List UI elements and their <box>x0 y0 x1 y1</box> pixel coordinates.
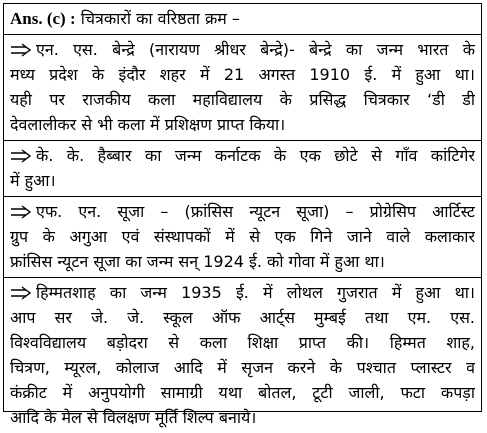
text-line: कंक्रीट में अनुपयोगी सामाग्री यथा बोतल, टूटी जाली, फटा कपड़ा <box>10 383 475 402</box>
answer-box <box>3 3 482 427</box>
answer-item <box>4 141 481 197</box>
text-line: में हुआ। <box>10 171 56 190</box>
implies-arrow-icon <box>10 143 36 168</box>
answer-item <box>4 278 481 433</box>
text-line: एन. एस. बेन्द्रे (नारायण श्रीधर बेन्द्रे)- बेन्द्रे का जन्म भारत के <box>10 37 475 62</box>
implies-arrow-icon <box>10 37 36 62</box>
header-line <box>10 6 475 31</box>
answer-item <box>4 197 481 278</box>
text-line: विश्वविद्यालय बड़ोदरा से कला शिक्षा प्राप्त की। हिम्मत शाह, <box>10 333 475 352</box>
text-line: ग्रुप के अगुआ एवं संस्थापकों में से एक गिने जाने वाले कलाकार <box>10 227 475 246</box>
answer-title: चित्रकारों का वरिष्ठता क्रम – <box>80 9 240 28</box>
text-line: यही पर राजकीय कला महाविद्यालय के प्रसिद्ध चित्रकार ‘डी डी <box>10 90 475 109</box>
text-line: के. के. हैब्बार का जन्म कर्नाटक के एक छोटे से गाँव कांटिगेर <box>10 143 475 168</box>
text-line: आदि के मेल से विलक्षण मूर्ति शिल्प बनाये। <box>10 408 257 427</box>
implies-arrow-icon <box>10 280 36 305</box>
text-line: हिम्मतशाह का जन्म 1935 ई. में लोथल गुजरात में हुआ था। <box>10 280 475 305</box>
answer-item <box>4 35 481 141</box>
text-line: फ्रांसिस न्यूटन सूजा का जन्म सन् 1924 ई. को गोवा में हुआ था। <box>10 252 385 271</box>
text-line: एफ. एन. सूजा – (फ्रांसिस न्यूटन सूजा) – प्रोग्रेसिप आर्टिस्ट <box>10 199 475 224</box>
text-line: चित्रण, म्यूरल, कोलाज आदि में सृजन करने के पश्चात प्लास्टर व <box>10 358 475 377</box>
text-line: मध्य प्रदेश के इंदौर शहर में 21 अगस्त 1910 ई. में हुआ था। <box>10 65 475 84</box>
answer-header <box>4 4 481 35</box>
answer-label: Ans. (c) : <box>10 9 76 28</box>
text-line: देवलालीकर से भी कला में प्रशिक्षण प्राप्त किया। <box>10 115 286 134</box>
text-line: आप सर जे. जे. स्कूल ऑफ आर्ट्स मुम्बई तथा एम. एस. <box>10 308 475 327</box>
implies-arrow-icon <box>10 199 36 224</box>
